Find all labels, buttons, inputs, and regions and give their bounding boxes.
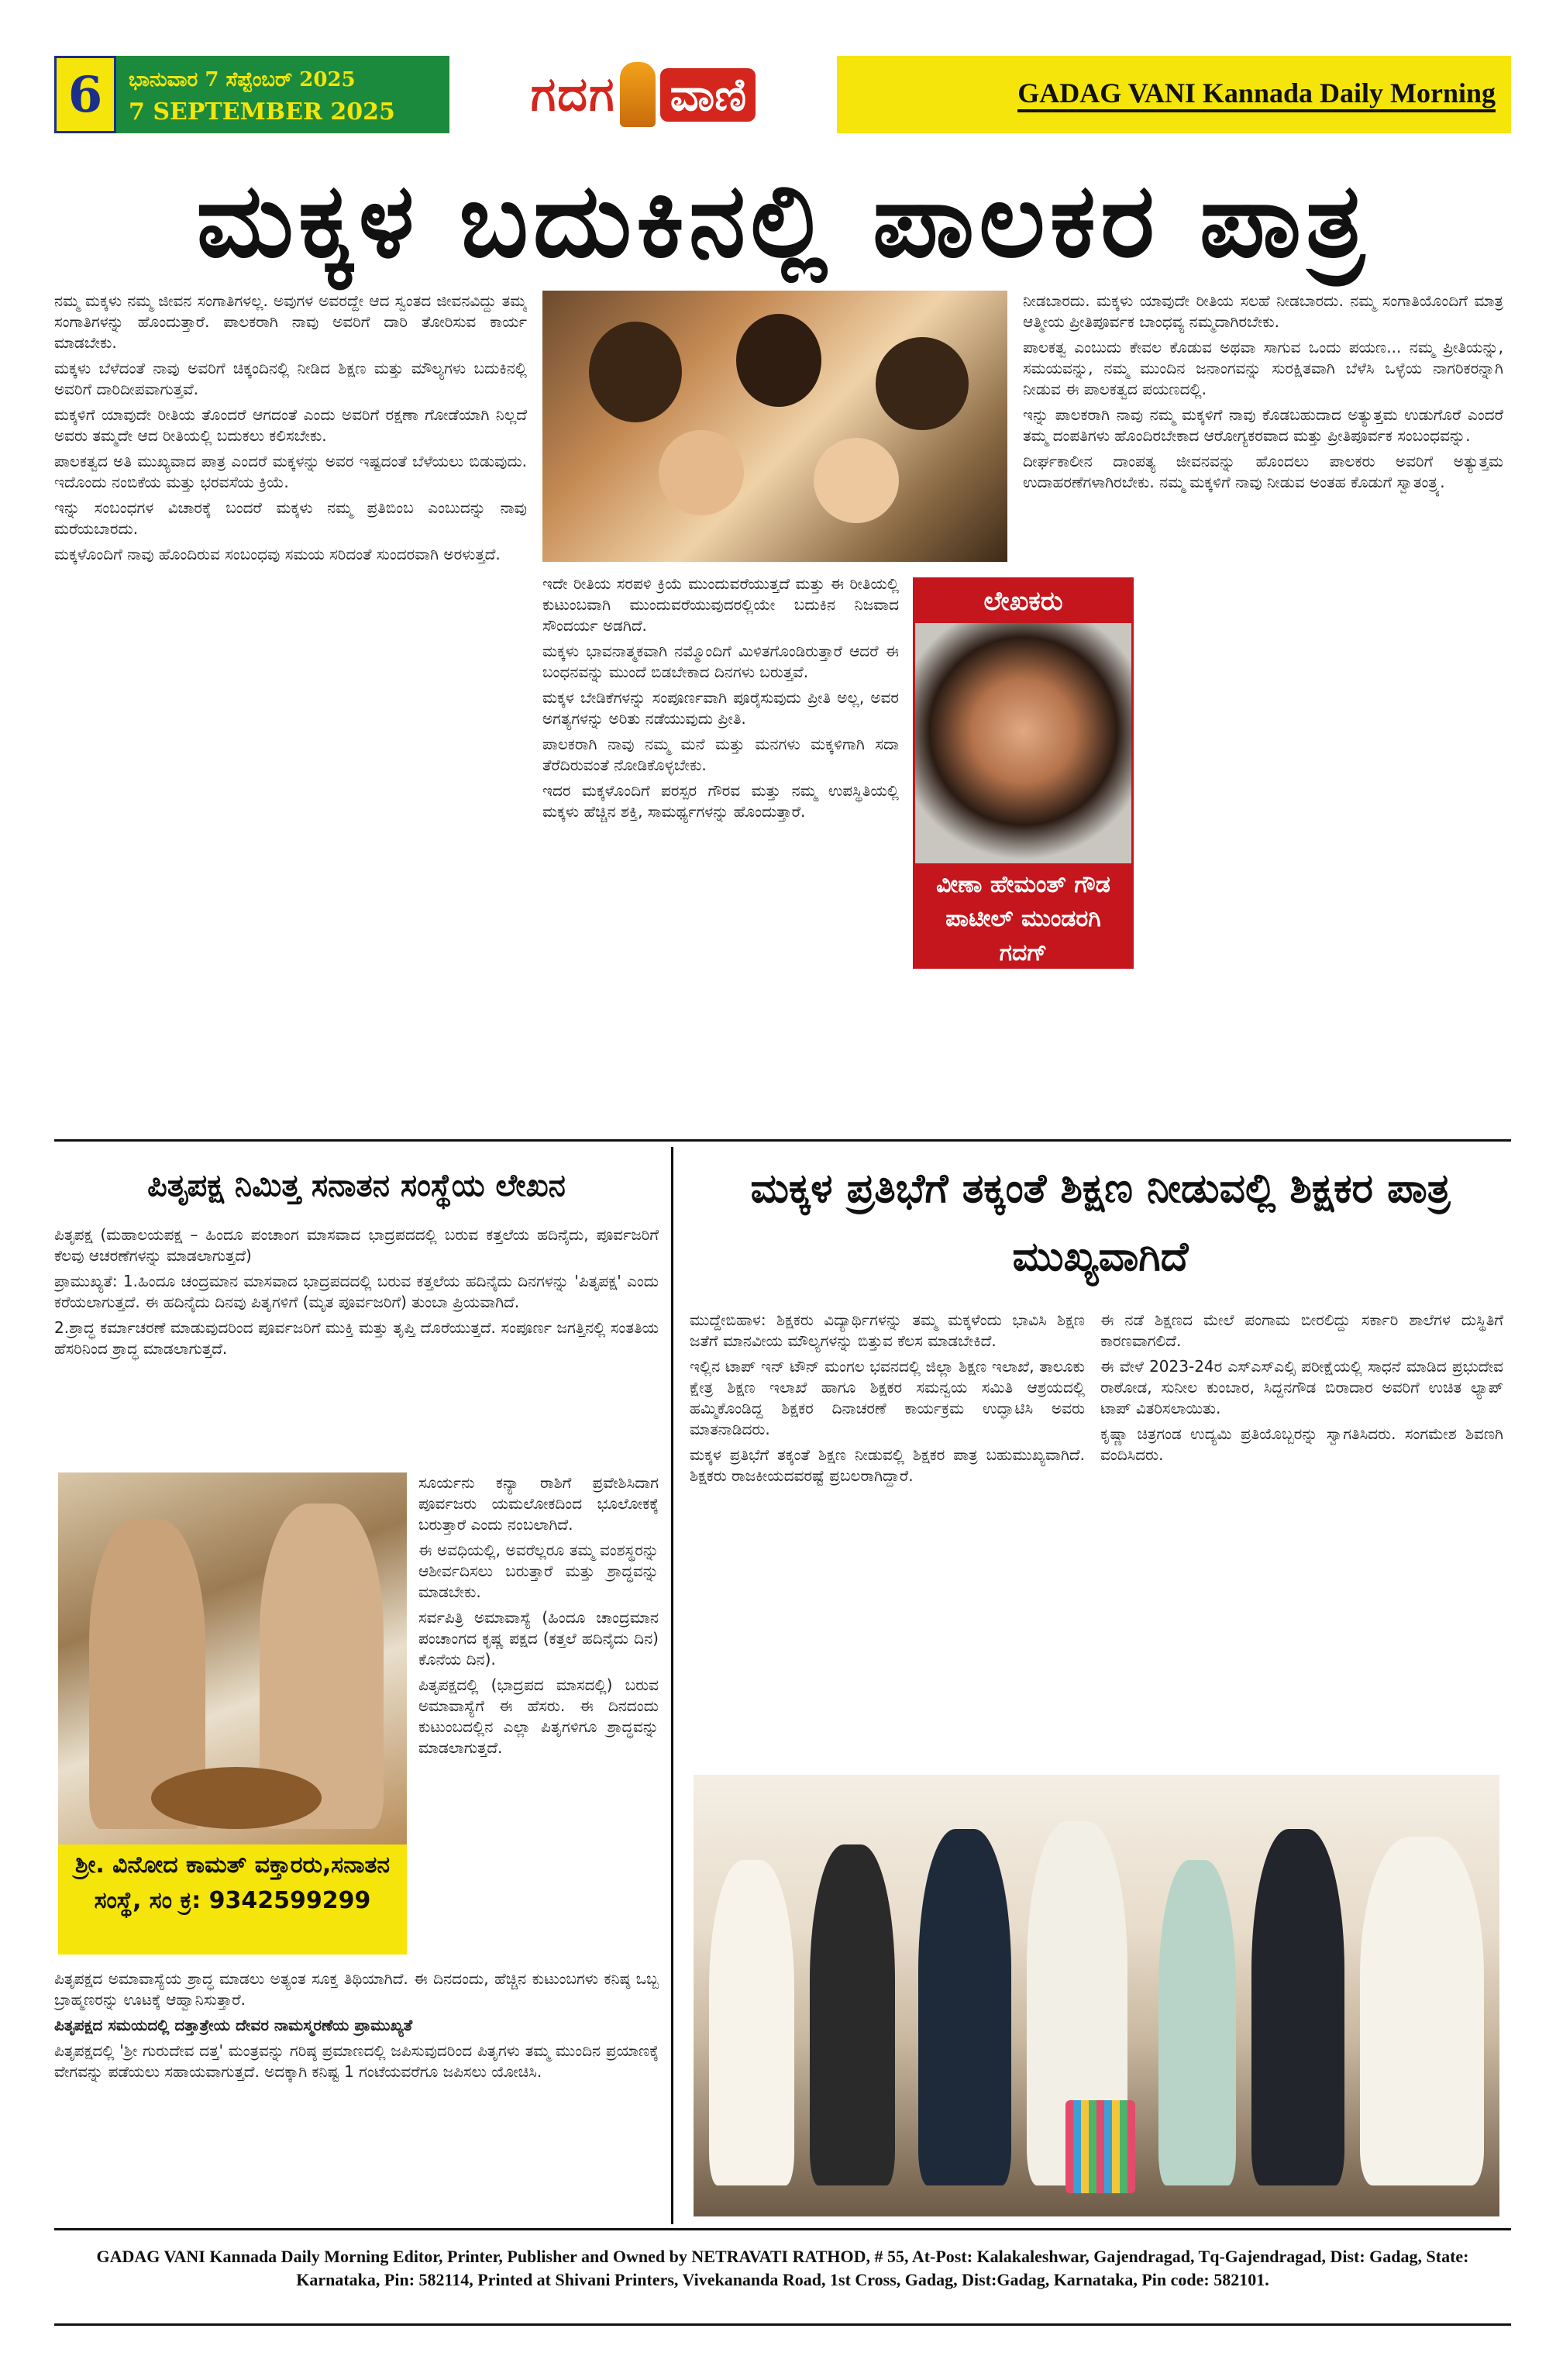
paragraph: ನೀಡಬಾರದು. ಮಕ್ಕಳು ಯಾವುದೇ ರೀತಿಯ ಸಲಹೆ ನೀಡಬಾರದು. ನಮ್ಮ ಸಂಗಾತಿಯೊಂದಿಗೆ ಮಾತ್ರ ಆತ್ಮೀಯ ಪ್ರೀತಿಪೂರ್ವಕ ಬಾಂಧವ್ಯ ನಮ್ಮದಾಗಿರಬೇಕು. [1023,291,1503,331]
footer-line-1: GADAG VANI Kannada Daily Morning Editor, Printer, Publisher and Owned by NETRAVATI RATHOD, # 55, At-Post: Kalakaleshwar, Gajendragad, Tq-Gajendragad, Dist: Gadag, State: [96,2247,1469,2266]
paragraph: ಇನ್ನು ಸಂಬಂಧಗಳ ವಿಚಾರಕ್ಕೆ ಬಂದರೆ ಮಕ್ಕಳು ನಮ್ಮ ಪ್ರತಿಬಿಂಬ ಎಂಬುದನ್ನು ನಾವು ಮರೆಯಬಾರದು. [54,498,527,538]
paragraph: ಪ್ರಾಮುಖ್ಯತೆ: 1.ಹಿಂದೂ ಚಂದ್ರಮಾನ ಮಾಸವಾದ ಭಾದ್ರಪದದಲ್ಲಿ ಬರುವ ಕತ್ತಲೆಯ ಹದಿನೈದು ದಿನಗಳನ್ನು 'ಪಿತೃಪಕ್ಷ' ಎಂದು ಕರೆಯಲಾಗುತ್ತದೆ. ಈ ಹದಿನೈದು ದಿನವು ಪಿತೃಗಳಿಗೆ (ಮೃತ ಪೂರ್ವಜರಿಗೆ) ತುಂಬಾ ಪ್ರಿಯವಾಗಿದೆ. [54,1272,659,1311]
paragraph: ಇದರ ಮಕ್ಕಳೊಂದಿಗೆ ಪರಸ್ಪರ ಗೌರವ ಮತ್ತು ನಮ್ಮ ಉಪಸ್ಥಿತಿಯಲ್ಲಿ ಮಕ್ಕಳು ಹೆಚ್ಚಿನ ಶಕ್ತಿ, ಸಾಮರ್ಥ್ಯಗಳನ್ನು ಹೊಂದುತ್ತಾರೆ. [542,781,899,821]
paragraph: ದೀರ್ಘಕಾಲೀನ ದಾಂಪತ್ಯ ಜೀವನವನ್ನು ಹೊಂದಲು ಪಾಲಕರು ಅವರಿಗೆ ಅತ್ಯುತ್ತಮ ಉದಾಹರಣೆಗಳಾಗಿರಬೇಕು. ನಮ್ಮ ಮಕ್ಕಳಿಗೆ ನಾವು ನೀಡುವ ಅಂತಹ ಕೊಡುಗೆ ಸ್ವಾತಂತ್ರ್ಯ. [1023,452,1503,491]
photo-figure [810,1844,895,2185]
paragraph: ಪಾಲಕರಾಗಿ ನಾವು ನಮ್ಮ ಮನೆ ಮತ್ತು ಮನಗಳು ಮಕ್ಕಳಿಗಾಗಿ ಸದಾ ತೆರೆದಿರುವಂತೆ ನೋಡಿಕೊಳ್ಳಬೇಕು. [542,735,899,774]
photo-figure [1360,1837,1484,2185]
photo-figure [814,438,899,523]
paragraph: ಈ ನಡೆ ಶಿಕ್ಷಣದ ಮೇಲೆ ಪಂಗಾಮ ಬೀರಲಿದ್ದು ಸರ್ಕಾರಿ ಶಾಲೆಗಳ ದುಸ್ಥಿತಿಗೆ ಕಾರಣವಾಗಲಿದೆ. [1100,1311,1503,1350]
paragraph: ಪಿತೃಪಕ್ಷದಲ್ಲಿ (ಭಾದ್ರಪದ ಮಾಸದಲ್ಲಿ) ಬರುವ ಅಮಾವಾಸ್ಯೆಗೆ ಈ ಹೆಸರು. ಈ ದಿನದಂದು ಕುಟುಂಬದಲ್ಲಿನ ಎಲ್ಲಾ ಪಿತೃಗಳಿಗೂ ಶ್ರಾದ್ಧವನ್ನು ಮಾಡಲಾಗುತ್ತದೆ. [418,1676,659,1757]
paragraph: ಈ ವೇಳೆ 2023-24ರ ಎಸ್ಎಸ್ಎಲ್ಸಿ ಪರೀಕ್ಷೆಯಲ್ಲಿ ಸಾಧನೆ ಮಾಡಿದ ಪ್ರಭುದೇವ ರಾಠೋಡ, ಸುನೀಲ ಕುಂಬಾರ, ಸಿದ್ದನಗೌಡ ಬಿರಾದಾರ ಅವರಿಗೆ ಉಚಿತ ಲ್ಯಾಪ್ ಟಾಪ್ ವಿತರಿಸಲಾಯಿತು. [1100,1357,1503,1417]
paragraph: ಪಿತೃಪಕ್ಷ (ಮಹಾಲಯಪಕ್ಷ – ಹಿಂದೂ ಪಂಚಾಂಗ ಮಾಸವಾದ ಭಾದ್ರಪದದಲ್ಲಿ ಬರುವ ಕತ್ತಲೆಯ ಹದಿನೈದು, ಪೂರ್ವಜರಿಗೆ ಕೆಲವು ಆಚರಣೆಗಳನ್ನು ಮಾಡಲಾಗುತ್ತದೆ) [54,1225,659,1265]
left-article-headline: ಪಿತೃಪಕ್ಷ ನಿಮಿತ್ತ ಸನಾತನ ಸಂಸ್ಥೆಯ ಲೇಖನ [147,1168,566,1204]
paragraph: ಪಿತೃಪಕ್ಷದ ಅಮಾವಾಸ್ಯೆಯ ಶ್ರಾದ್ಧ ಮಾಡಲು ಅತ್ಯಂತ ಸೂಕ್ತ ತಿಥಿಯಾಗಿದೆ. ಈ ದಿನದಂದು, ಹೆಚ್ಚಿನ ಕುಟುಂಬಗಳು ಕನಿಷ್ಠ ಒಬ್ಬ ಬ್ರಾಹ್ಮಣರನ್ನು ಊಟಕ್ಕೆ ಆಹ್ವಾನಿಸುತ್ತಾರೆ. [54,1969,659,2009]
right-article-column-2 [1100,1310,1503,1744]
paragraph: ಪಾಲಕತ್ವದ ಅತಿ ಮುಖ್ಯವಾದ ಪಾತ್ರ ಎಂದರೆ ಮಕ್ಕಳನ್ನು ಅವರ ಇಷ್ಟದಂತೆ ಬೆಳೆಯಲು ಬಿಡುವುದು. ಇದೊಂದು ನಂಬಿಕೆಯ ಮತ್ತು ಭರವಸೆಯ ಕ್ರಿಯೆ. [54,452,527,491]
paragraph: ಸೂರ್ಯನು ಕನ್ಯಾ ರಾಶಿಗೆ ಪ್ರವೇಶಿಸಿದಾಗ ಪೂರ್ವಜರು ಯಮಲೋಕದಿಂದ ಭೂಲೋಕಕ್ಕೆ ಬರುತ್ತಾರೆ ಎಂದು ನಂಬಲಾಗಿದೆ. [418,1473,659,1534]
photo-figure [151,1767,322,1829]
paragraph: ಮುದ್ದೇಬಿಹಾಳ: ಶಿಕ್ಷಕರು ವಿದ್ಯಾರ್ಥಿಗಳನ್ನು ತಮ್ಮ ಮಕ್ಕಳೆಂದು ಭಾವಿಸಿ ಶಿಕ್ಷಣ ಜತೆಗೆ ಮಾನವೀಯ ಮೌಲ್ಯಗಳನ್ನು ಬಿತ್ತುವ ಕೆಲಸ ಮಾಡಬೇಕಿದೆ. [690,1311,1085,1350]
paragraph: ನಮ್ಮ ಮಕ್ಕಳು ನಮ್ಮ ಜೀವನ ಸಂಗಾತಿಗಳಲ್ಲ. ಅವುಗಳ ಅವರದ್ದೇ ಆದ ಸ್ವಂತದ ಜೀವನವಿದ್ದು ತಮ್ಮ ಸಂಗಾತಿಗಳನ್ನು ಹೊಂದುತ್ತಾರೆ. ಪಾಲಕರಾಗಿ ನಾವು ಅವರಿಗೆ ದಾರಿ ತೋರಿಸುವ ಕಾರ್ಯ ಮಾಡಬೇಕು. [54,291,527,352]
photo-figure [876,337,969,430]
paragraph: ಪಿತೃಪಕ್ಷದಲ್ಲಿ 'ಶ್ರೀ ಗುರುದೇವ ದತ್ತ' ಮಂತ್ರವನ್ನು ಗರಿಷ್ಠ ಪ್ರಮಾಣದಲ್ಲಿ ಜಪಿಸುವುದರಿಂದ ಪಿತೃಗಳು ತಮ್ಮ ಮುಂದಿನ ಪ್ರಯಾಣಕ್ಕೆ ವೇಗವನ್ನು ಪಡೆಯಲು ಸಹಾಯವಾಗುತ್ತದೆ. ಅದಕ್ಕಾಗಿ ಕನಿಷ್ಟ 1 ಗಂಟೆಯವರೆಗೂ ಜಪಿಸಲು ಯೋಚಿಸಿ. [54,2041,659,2081]
photo-figure [736,314,821,407]
left-article-bottom [54,1968,659,2216]
photo-figure [659,430,744,515]
paragraph: ಮಕ್ಕಳಿಗೆ ಯಾವುದೇ ರೀತಿಯ ತೊಂದರೆ ಆಗದಂತೆ ಎಂದು ಅವರಿಗೆ ರಕ್ಷಣಾ ಗೋಡೆಯಾಗಿ ನಿಲ್ಲದೆ ಅವರು ತಮ್ಮದೇ ಆದ ರೀತಿಯಲ್ಲಿ ಬದುಕಲು ಕಲಿಸಬೇಕು. [54,405,527,445]
ritual-photo-caption: ಶ್ರೀ. ವಿನೋದ ಕಾಮತ್ ವಕ್ತಾರರು,ಸನಾತನ ಸಂಸ್ಥೆ, ಸಂ ಕ್ರ: 9342599299 [58,1844,407,1955]
footer-bottom-rule [54,2323,1511,2326]
paragraph: ಮಕ್ಕಳೊಂದಿಗೆ ನಾವು ಹೊಂದಿರುವ ಸಂಬಂಧವು ಸಮಯ ಸರಿದಂತೆ ಸುಂದರವಾಗಿ ಅರಳುತ್ತದೆ. [54,545,501,563]
photo-figure [1251,1829,1344,2185]
paragraph: ಕೃಷ್ಣಾ ಚಿತ್ರಗಂಡ ಉದ್ಯಮಿ ಪ್ರತಿಯೊಬ್ಬರನ್ನು ಸ್ವಾಗತಿಸಿದರು. ಸಂಗಮೇಶ ಶಿವಣಗಿ ವಂದಿಸಿದರು. [1100,1424,1503,1464]
author-name: ವೀಣಾ ಹೇಮಂತ್ ಗೌಡ ಪಾಟೀಲ್ ಮುಂಡರಗಿ ಗದಗ್ [915,863,1131,966]
paragraph: ಇದೇ ರೀತಿಯ ಸರಪಳಿ ಕ್ರಿಯೆ ಮುಂದುವರೆಯುತ್ತದೆ ಮತ್ತು ಈ ರೀತಿಯಲ್ಲಿ ಕುಟುಂಬವಾಗಿ ಮುಂದುವರೆಯುವುದರಲ್ಲಿಯೇ ಬದುಕಿನ ನಿಜವಾದ ಸೌಂದರ್ಯ ಅಡಗಿದೆ. [542,574,899,635]
family-photo [542,291,1007,562]
footer-imprint [54,2234,1511,2320]
right-article-column-1 [690,1310,1085,1744]
event-photo [694,1775,1499,2216]
newspaper-logo [449,56,837,133]
left-article-intro [54,1224,659,1457]
paragraph: ಪಿತೃಪಕ್ಷದ ಸಮಯದಲ್ಲಿ ದತ್ತಾತ್ರೇಯ ದೇವರ ನಾಮಸ್ಮರಣೆಯ ಪ್ರಾಮುಖ್ಯತೆ [54,2016,413,2034]
photo-figure [589,322,682,422]
paragraph: ಈ ಅವಧಿಯಲ್ಲಿ, ಅವರೆಲ್ಲರೂ ತಮ್ಮ ವಂಶಸ್ಥರನ್ನು ಆಶೀರ್ವದಿಸಲು ಬರುತ್ತಾರೆ ಮತ್ತು ಶ್ರಾದ್ಧವನ್ನು ಮಾಡಬೇಕು. [418,1541,659,1601]
paragraph: ಪಾಲಕತ್ವ ಎಂಬುದು ಕೇವಲ ಕೊಡುವ ಅಥವಾ ಸಾಗುವ ಒಂದು ಪಯಣ... ನಮ್ಮ ಪ್ರೀತಿಯನ್ನು, ಸಮಯವನ್ನು, ನಮ್ಮ ಮುಂದಿನ ಜನಾಂಗವನ್ನು ಸುರಕ್ಷಿತವಾಗಿ ಬೆಳೆಸಿ ಒಳ್ಳೆಯ ನಾಗರಿಕರನ್ನಾಗಿ ನೀಡುವ ಈ ಪಾಲಕತ್ವದ ಪಯಣದಲ್ಲಿ. [1023,338,1503,398]
section-divider [54,1139,1511,1142]
page-number: 6 [54,56,116,133]
logo-right-text: ವಾಣಿ [660,68,756,122]
paragraph: ಮಕ್ಕಳ ಪ್ರತಿಭೆಗೆ ತಕ್ಕಂತೆ ಶಿಕ್ಷಣ ನೀಡುವಲ್ಲಿ ಶಿಕ್ಷಕರ ಪಾತ್ರ ಬಹುಮುಖ್ಯವಾಗಿದೆ. ಶಿಕ್ಷಕರು ರಾಜಕೀಯದವರಷ್ಟೆ ಪ್ರಬಲರಾಗಿದ್ದಾರೆ. [690,1445,1085,1485]
photo-figure [1158,1860,1236,2185]
paragraph: ಸರ್ವಪಿತ್ರಿ ಅಮಾವಾಸ್ಯೆ (ಹಿಂದೂ ಚಾಂದ್ರಮಾನ ಪಂಚಾಂಗದ ಕೃಷ್ಣ ಪಕ್ಷದ (ಕತ್ತಲೆ ಹದಿನೈದು ದಿನ) ಕೊನೆಯ ದಿನ). [418,1608,659,1669]
footer-line-2: Karnataka, Pin: 582114, Printed at Shivani Printers, Vivekananda Road, 1st Cross, Gadag, Dist:Gadag, Karnataka, Pin code: 582101. [296,2270,1269,2289]
masthead [54,56,1511,133]
date-kannada: ಭಾನುವಾರ 7 ಸೆಪ್ಟೆಂಬರ್ 2025 [129,68,356,91]
column-divider [671,1147,673,2224]
main-article-column-1 [54,291,527,1116]
author-label: ಲೇಖಕರು [915,580,1131,623]
date-box [116,56,449,133]
ritual-photo [58,1472,407,1844]
paragraph: 2.ಶ್ರಾದ್ಧ ಕರ್ಮಾಚರಣೆ ಮಾಡುವುದರಿಂದ ಪೂರ್ವಜರಿಗೆ ಮುಕ್ತಿ ಮತ್ತು ತೃಪ್ತಿ ದೊರೆಯುತ್ತದೆ. ಸಂಪೂರ್ಣ ಜಗತ್ತಿನಲ್ಲಿ ಸಂತತಿಯ ಹೆಸರಿನಿಂದ ಶ್ರಾದ್ಧ ಮಾಡಲಾಗುತ್ತದೆ. [54,1318,659,1358]
photo-figure [918,1829,1011,2185]
main-article-column-3 [1023,291,1503,1116]
paper-name: GADAG VANI Kannada Daily Morning [1017,77,1496,112]
paragraph: ಮಕ್ಕಳ ಬೇಡಿಕೆಗಳನ್ನು ಸಂಪೂರ್ಣವಾಗಿ ಪೂರೈಸುವುದು ಪ್ರೀತಿ ಅಲ್ಲ, ಅವರ ಅಗತ್ಯಗಳನ್ನು ಅರಿತು ನಡೆಯುವುದು ಪ್ರೀತಿ. [542,688,899,728]
paragraph: ಮಕ್ಕಳು ಬೆಳೆದಂತೆ ನಾವು ಅವರಿಗೆ ಚಿಕ್ಕಂದಿನಲ್ಲಿ ನೀಡಿದ ಶಿಕ್ಷಣ ಮತ್ತು ಮೌಲ್ಯಗಳು ಬದುಕಿನಲ್ಲಿ ಅವರಿಗೆ ದಾರಿದೀಪವಾಗುತ್ತವೆ. [54,359,527,398]
main-article-column-2 [542,573,899,1116]
right-article-headline: ಮಕ್ಕಳ ಪ್ರತಿಭೆಗೆ ತಕ್ಕಂತೆ ಶಿಕ್ಷಣ ನೀಡುವಲ್ಲಿ ಶಿಕ್ಷಕರ ಪಾತ್ರ ಮುಖ್ಯವಾಗಿದೆ [750,1166,1451,1280]
footer-top-rule [54,2228,1511,2230]
paragraph: ಇಲ್ಲಿನ ಟಾಪ್ ಇನ್ ಟೌನ್ ಮಂಗಲ ಭವನದಲ್ಲಿ ಜಿಲ್ಲಾ ಶಿಕ್ಷಣ ಇಲಾಖೆ, ತಾಲೂಕು ಕ್ಷೇತ್ರ ಶಿಕ್ಷಣ ಇಲಾಖೆ ಹಾಗೂ ಶಿಕ್ಷಕರ ಸಮನ್ವಯ ಸಮಿತಿ ಆಶ್ರಯದಲ್ಲಿ ಹಮ್ಮಿಕೊಂಡಿದ್ದ ಶಿಕ್ಷಕರ ದಿನಾಚರಣೆ ಕಾರ್ಯಕ್ರಮ ಉದ್ಘಾಟಿಸಿ ಅವರು ಮಾತನಾಡಿದರು. [690,1357,1085,1438]
paragraph: ಇನ್ನು ಪಾಲಕರಾಗಿ ನಾವು ನಮ್ಮ ಮಕ್ಕಳಿಗೆ ನಾವು ಕೊಡಬಹುದಾದ ಅತ್ಯುತ್ತಮ ಉಡುಗೊರೆ ಎಂದರೆ ತಮ್ಮ ದಂಪತಿಗಳು ಹೊಂದಿರಬೇಕಾದ ಆರೋಗ್ಯಕರವಾದ ಮತ್ತು ಪ್ರೀತಿಪೂರ್ವಕ ಸಂಬಂಧವನ್ನು. [1023,405,1503,445]
paragraph: ಮಕ್ಕಳು ಭಾವನಾತ್ಮಕವಾಗಿ ನಮ್ಮೊಂದಿಗೆ ಮಿಳಿತಗೊಂಡಿರುತ್ತಾರೆ ಆದರೆ ಈ ಬಂಧನವನ್ನು ಮುಂದೆ ಬಿಡಬೇಕಾದ ದಿನಗಳು ಬರುತ್ತವೆ. [542,642,899,681]
photo-figure [709,1860,794,2185]
logo-left-text: ಗದಗ [530,67,616,122]
photo-figure [1065,2100,1135,2193]
main-headline: ಮಕ್ಕಳ ಬದುಕಿನಲ್ಲಿ ಪಾಲಕರ ಪಾತ್ರ [196,161,1369,281]
paper-name-box [837,56,1511,133]
logo-figure-icon [620,62,656,127]
date-english: 7 SEPTEMBER 2025 [129,98,395,126]
left-article-side-column [418,1472,659,1953]
